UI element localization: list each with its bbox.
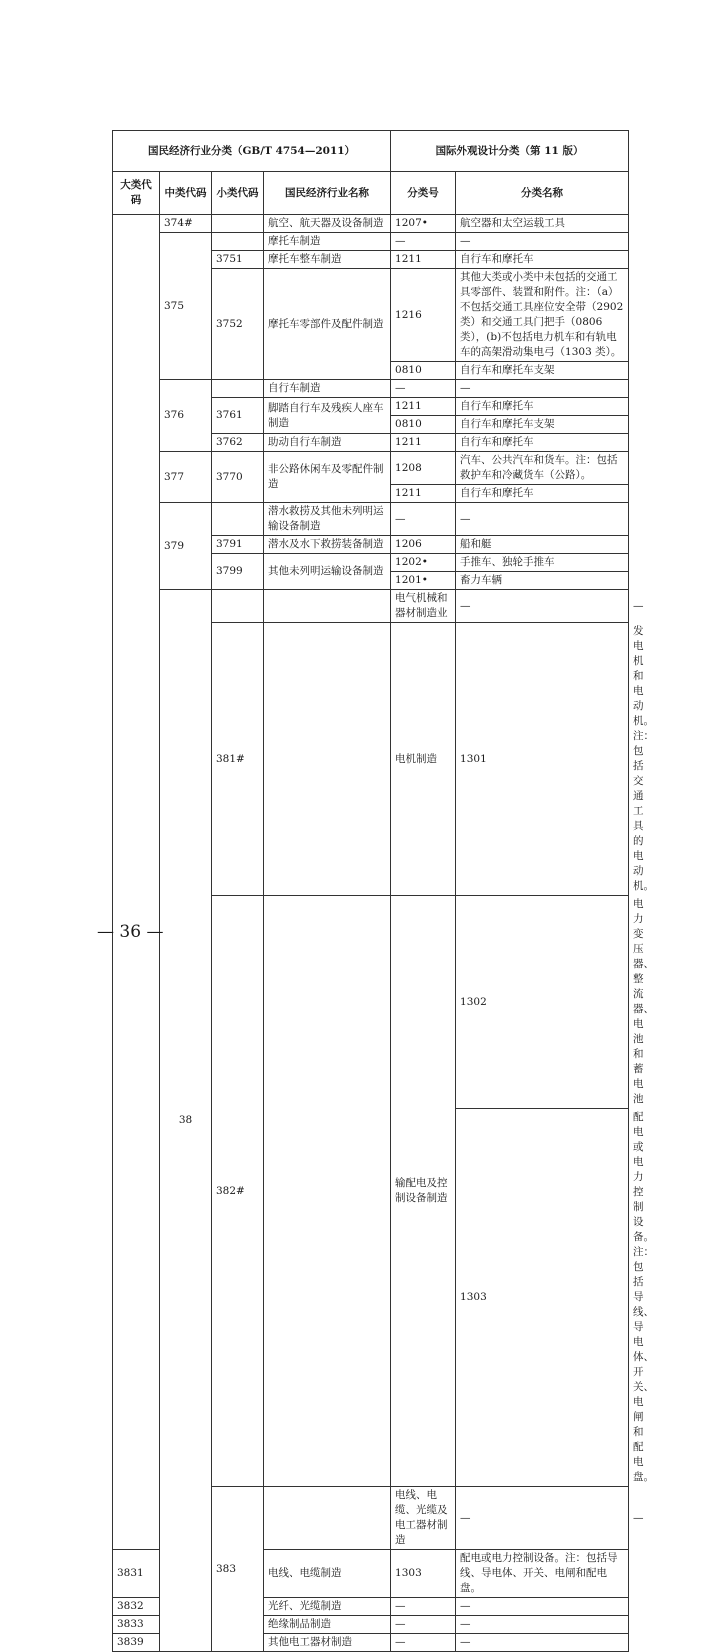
- small-code-cell: 3832: [113, 1598, 160, 1616]
- table-row: 382# 输配电及控制设备制造 1302 电力变压器、整流器、电池和蓄电池: [113, 896, 629, 1109]
- mid-code-cell: 382#: [212, 896, 264, 1487]
- mid-code-cell: [212, 590, 264, 623]
- mid-code-cell: 374#: [160, 215, 212, 233]
- col-class-number: 分类号: [391, 172, 456, 215]
- class-name-cell: 自行车和摩托车: [456, 434, 629, 452]
- class-number-cell: 1303: [456, 1109, 629, 1487]
- small-code-cell: 3751: [212, 251, 264, 269]
- class-name-cell: 畜力车辆: [456, 572, 629, 590]
- class-number-cell: —: [391, 1598, 456, 1616]
- industry-name-cell: 电线、电缆制造: [264, 1550, 391, 1598]
- classification-table: [112, 130, 655, 1652]
- small-code-cell: 3762: [212, 434, 264, 452]
- industry-name-cell: 电线、电缆、光缆及电工器材制造: [391, 1487, 456, 1550]
- table-row: [113, 215, 629, 233]
- class-number-cell: 1211: [391, 398, 456, 416]
- industry-name-cell: 其他电工器材制造: [264, 1634, 391, 1652]
- class-name-cell: —: [456, 380, 629, 398]
- small-code-cell: [212, 503, 264, 536]
- industry-name-cell: 摩托车零部件及配件制造: [264, 269, 391, 380]
- mid-code-cell: 381#: [212, 623, 264, 896]
- table-row: [113, 503, 629, 536]
- class-name-cell: —: [456, 1616, 629, 1634]
- small-code-cell: [212, 380, 264, 398]
- industry-name-cell: 航空、航天器及设备制造: [264, 215, 391, 233]
- industry-name-cell: 电机制造: [391, 623, 456, 896]
- small-code-cell: 3770: [212, 452, 264, 503]
- col-small-code: 小类代码: [212, 172, 264, 215]
- mid-code-cell: 375: [160, 233, 212, 380]
- class-name-cell: 汽车、公共汽车和货车。注：包括救护车和冷藏货车（公路）。: [456, 452, 629, 485]
- class-name-cell: 自行车和摩托车: [456, 398, 629, 416]
- class-number-cell: —: [391, 1634, 456, 1652]
- class-number-cell: 1201•: [391, 572, 456, 590]
- class-number-cell: —: [391, 503, 456, 536]
- industry-name-cell: 摩托车制造: [264, 233, 391, 251]
- class-number-cell: —: [391, 380, 456, 398]
- class-name-cell: 航空器和太空运载工具: [456, 215, 629, 233]
- small-code-cell: [264, 896, 391, 1487]
- table-row: 38 电气机械和器材制造业 — —: [113, 590, 629, 623]
- class-number-cell: 1211: [391, 485, 456, 503]
- small-code-cell: [212, 233, 264, 251]
- industry-name-cell: 输配电及控制设备制造: [391, 896, 456, 1487]
- table-header-row-2: [113, 172, 629, 215]
- right-table-title: 国际外观设计分类（第 11 版）: [391, 131, 629, 172]
- col-industry-name: 国民经济行业名称: [264, 172, 391, 215]
- table-row: 381# 电机制造 1301 发电机和电动机。注：包括交通工具的电动机。: [113, 623, 629, 896]
- class-name-cell: 自行车和摩托车支架: [456, 362, 629, 380]
- table-row: 383 电线、电缆、光缆及电工器材制造 — —: [113, 1487, 629, 1550]
- class-name-cell: 船和艇: [456, 536, 629, 554]
- class-number-cell: 1301: [456, 623, 629, 896]
- small-code-cell: [264, 590, 391, 623]
- class-name-cell: —: [456, 233, 629, 251]
- class-number-cell: 1207•: [391, 215, 456, 233]
- industry-name-cell: 电气机械和器材制造业: [391, 590, 456, 623]
- small-code-cell: [212, 215, 264, 233]
- class-number-cell: 0810: [391, 362, 456, 380]
- class-number-cell: 1216: [391, 269, 456, 362]
- page-number: — 36 —: [97, 922, 164, 942]
- mid-code-cell: 379: [160, 503, 212, 590]
- industry-name-cell: 其他未列明运输设备制造: [264, 554, 391, 590]
- industry-name-cell: 潜水及水下救捞装备制造: [264, 536, 391, 554]
- mid-code-cell: 383: [212, 1487, 264, 1652]
- class-number-cell: 1211: [391, 434, 456, 452]
- class-number-cell: —: [456, 1487, 629, 1550]
- industry-name-cell: 助动自行车制造: [264, 434, 391, 452]
- class-name-cell: 自行车和摩托车: [456, 485, 629, 503]
- class-name-cell: 自行车和摩托车: [456, 251, 629, 269]
- small-code-cell: 3799: [212, 554, 264, 590]
- small-code-cell: 3761: [212, 398, 264, 434]
- class-name-cell: —: [456, 1634, 629, 1652]
- table-row: 1303 配电或电力控制设备。注：包括导线、导电体、开关、电闸和配电盘。: [113, 1109, 629, 1487]
- class-number-cell: 1303: [391, 1550, 456, 1598]
- major-code-cell-blank: [113, 215, 160, 1550]
- table-row: [113, 452, 629, 485]
- industry-name-cell: 非公路休闲车及零配件制造: [264, 452, 391, 503]
- class-name-cell: —: [456, 503, 629, 536]
- class-name-cell: 配电或电力控制设备。注：包括导线、导电体、开关、电闸和配电盘。: [456, 1550, 629, 1598]
- class-number-cell: —: [391, 233, 456, 251]
- small-code-cell: 3839: [113, 1634, 160, 1652]
- table-row: [113, 380, 629, 398]
- left-table-title: 国民经济行业分类（GB/T 4754—2011）: [113, 131, 391, 172]
- class-number-cell: 1206: [391, 536, 456, 554]
- class-name-cell: 手推车、独轮手推车: [456, 554, 629, 572]
- small-code-cell: 3831: [113, 1550, 160, 1598]
- col-major-code: 大类代码: [113, 172, 160, 215]
- small-code-cell: [264, 1487, 391, 1550]
- class-name-cell: —: [456, 1598, 629, 1616]
- class-number-cell: —: [456, 590, 629, 623]
- class-name-cell: 自行车和摩托车支架: [456, 416, 629, 434]
- industry-name-cell: 绝缘制品制造: [264, 1616, 391, 1634]
- industry-name-cell: 脚踏自行车及残疾人座车制造: [264, 398, 391, 434]
- class-number-cell: 1202•: [391, 554, 456, 572]
- class-number-cell: 1302: [456, 896, 629, 1109]
- small-code-cell: 3833: [113, 1616, 160, 1634]
- mid-code-cell: 376: [160, 380, 212, 452]
- major-code-cell: 38: [160, 590, 212, 1652]
- col-class-name: 分类名称: [456, 172, 629, 215]
- industry-name-cell: 潜水救捞及其他未列明运输设备制造: [264, 503, 391, 536]
- class-number-cell: 0810: [391, 416, 456, 434]
- class-number-cell: 1211: [391, 251, 456, 269]
- industry-name-cell: 光纤、光缆制造: [264, 1598, 391, 1616]
- col-mid-code: 中类代码: [160, 172, 212, 215]
- table-row: [113, 233, 629, 251]
- class-name-cell: 其他大类或小类中未包括的交通工具零部件、装置和附件。注：（a）不包括交通工具座位安全带（2902 类）和交通工具门把手（0806 类），(b)不包括电力机车和有轨电车的高架滑动集电弓（1303 类）。: [456, 269, 629, 362]
- class-number-cell: —: [391, 1616, 456, 1634]
- class-number-cell: 1208: [391, 452, 456, 485]
- small-code-cell: 3752: [212, 269, 264, 380]
- small-code-cell: 3791: [212, 536, 264, 554]
- table-header-row-1: [113, 131, 629, 172]
- small-code-cell: [264, 623, 391, 896]
- industry-name-cell: 摩托车整车制造: [264, 251, 391, 269]
- mid-code-cell: 377: [160, 452, 212, 503]
- industry-name-cell: 自行车制造: [264, 380, 391, 398]
